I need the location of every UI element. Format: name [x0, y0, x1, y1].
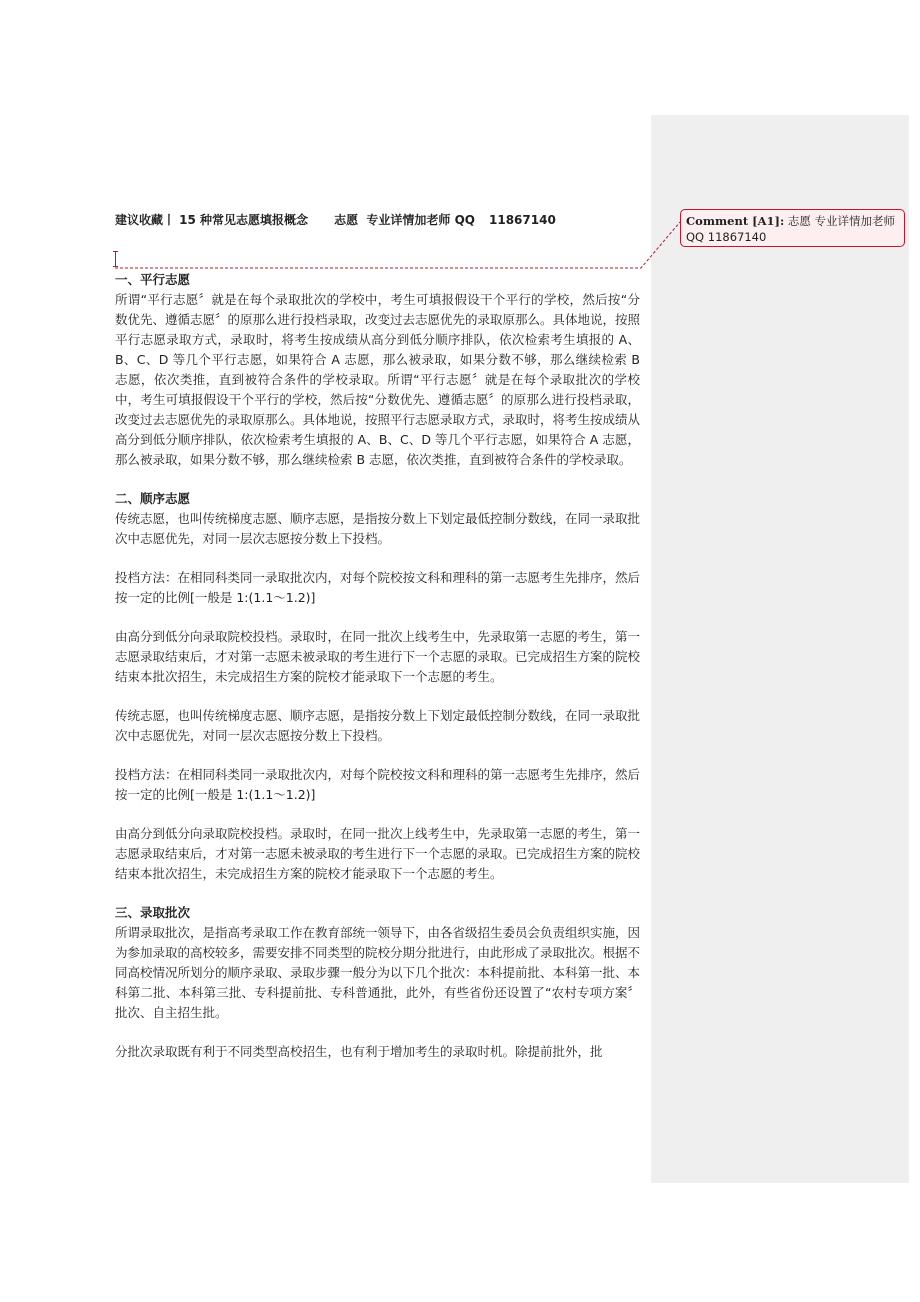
document-body [115, 270, 640, 1062]
section-parallel [115, 270, 640, 470]
comment-balloon[interactable] [680, 209, 905, 247]
comment-label: Comment [A1]: [686, 214, 785, 228]
paragraph: 所谓“平行志愿〞就是在每个录取批次的学校中，考生可填报假设干个平行的学校，然后按“分数优先、遵循志愿〞的原那么进行投档录取，改变过去志愿优先的录取原那么。具体地说，按照平行志愿录取方式，录取时，将考生按成绩从高分到低分顺序排队，依次检索考生填报的 A、B、C、D 等几个平行志愿，如果符合 A 志愿，那么被录取，如果分数不够，那么继续检索 B 志愿，依次类推，直到被符合条件的学校录取。所谓“平行志愿〞就是在每个录取批次的学校中，考生可填报假设干个平行的学校，然后按“分数优先、遵循志愿〞的原那么进行投档录取，改变过去志愿优先的录取原那么。具体地说，按照平行志愿录取方式，录取时，将考生按成绩从高分到低分顺序排队，依次检索考生填报的 A、B、C、D 等几个平行志愿，如果符合 A 志愿，那么被录取，如果分数不够，那么继续检索 B 志愿，依次类推，直到被符合条件的学校录取。 [115, 292, 641, 467]
title-qq: 11867140 [489, 213, 556, 227]
paragraph: 由高分到低分向录取院校投档。录取时，在同一批次上线考生中，先录取第一志愿的考生，第一志愿录取结束后，才对第一志愿未被录取的考生进行下一个志愿的录取。已完成招生方案的院校结束本批次招生，未完成招生方案的院校才能录取下一个志愿的考生。 [115, 826, 641, 881]
paragraph: 所谓录取批次，是指高考录取工作在教育部统一领导下，由各省级招生委员会负责组织实施，因为参加录取的高校较多，需要安排不同类型的院校分期分批进行，由此形成了录取批次。根据不同高校情况所划分的顺序录取、录取步骤一般分为以下几个批次：本科提前批、本科第一批、本科第二批、本科第三批、专科提前批、专科普通批，此外，有些省份还设置了“农村专项方案〞批次、自主招生批。 [115, 925, 641, 1020]
paragraph: 传统志愿，也叫传统梯度志愿、顺序志愿，是指按分数上下划定最低控制分数线，在同一录取批次中志愿优先，对同一层次志愿按分数上下投档。 [115, 511, 641, 546]
section-batches [115, 903, 640, 1062]
section-heading: 三、录取批次 [115, 905, 191, 920]
section-sequential [115, 489, 640, 884]
title-part-1: 建议收藏丨 15 种常见志愿填报概念 [115, 213, 309, 227]
paragraph: 投档方法：在相同科类同一录取批次内，对每个院校按文科和理科的第一志愿考生先排序，然后按一定的比例[一般是 1:(1.1〜1.2)] [115, 767, 641, 802]
section-heading: 一、平行志愿 [115, 272, 191, 287]
document-title [115, 211, 640, 229]
section-heading: 二、顺序志愿 [115, 491, 191, 506]
comment-text: 志愿 专业详情加老师 QQ 11867140 [686, 214, 896, 244]
comment-anchor-marker[interactable] [115, 251, 116, 267]
document-title-area [115, 211, 640, 229]
paragraph: 传统志愿，也叫传统梯度志愿、顺序志愿，是指按分数上下划定最低控制分数线，在同一录取批次中志愿优先，对同一层次志愿按分数上下投档。 [115, 708, 641, 743]
title-part-2: 志愿 专业详情加老师 QQ [334, 213, 475, 227]
paragraph: 分批次录取既有利于不同类型高校招生，也有利于增加考生的录取时机。除提前批外，批 [115, 1044, 603, 1059]
paragraph: 由高分到低分向录取院校投档。录取时，在同一批次上线考生中，先录取第一志愿的考生，第一志愿录取结束后，才对第一志愿未被录取的考生进行下一个志愿的录取。已完成招生方案的院校结束本批次招生，未完成招生方案的院校才能录取下一个志愿的考生。 [115, 629, 641, 684]
paragraph: 投档方法：在相同科类同一录取批次内，对每个院校按文科和理科的第一志愿考生先排序，然后按一定的比例[一般是 1:(1.1〜1.2)] [115, 570, 641, 605]
